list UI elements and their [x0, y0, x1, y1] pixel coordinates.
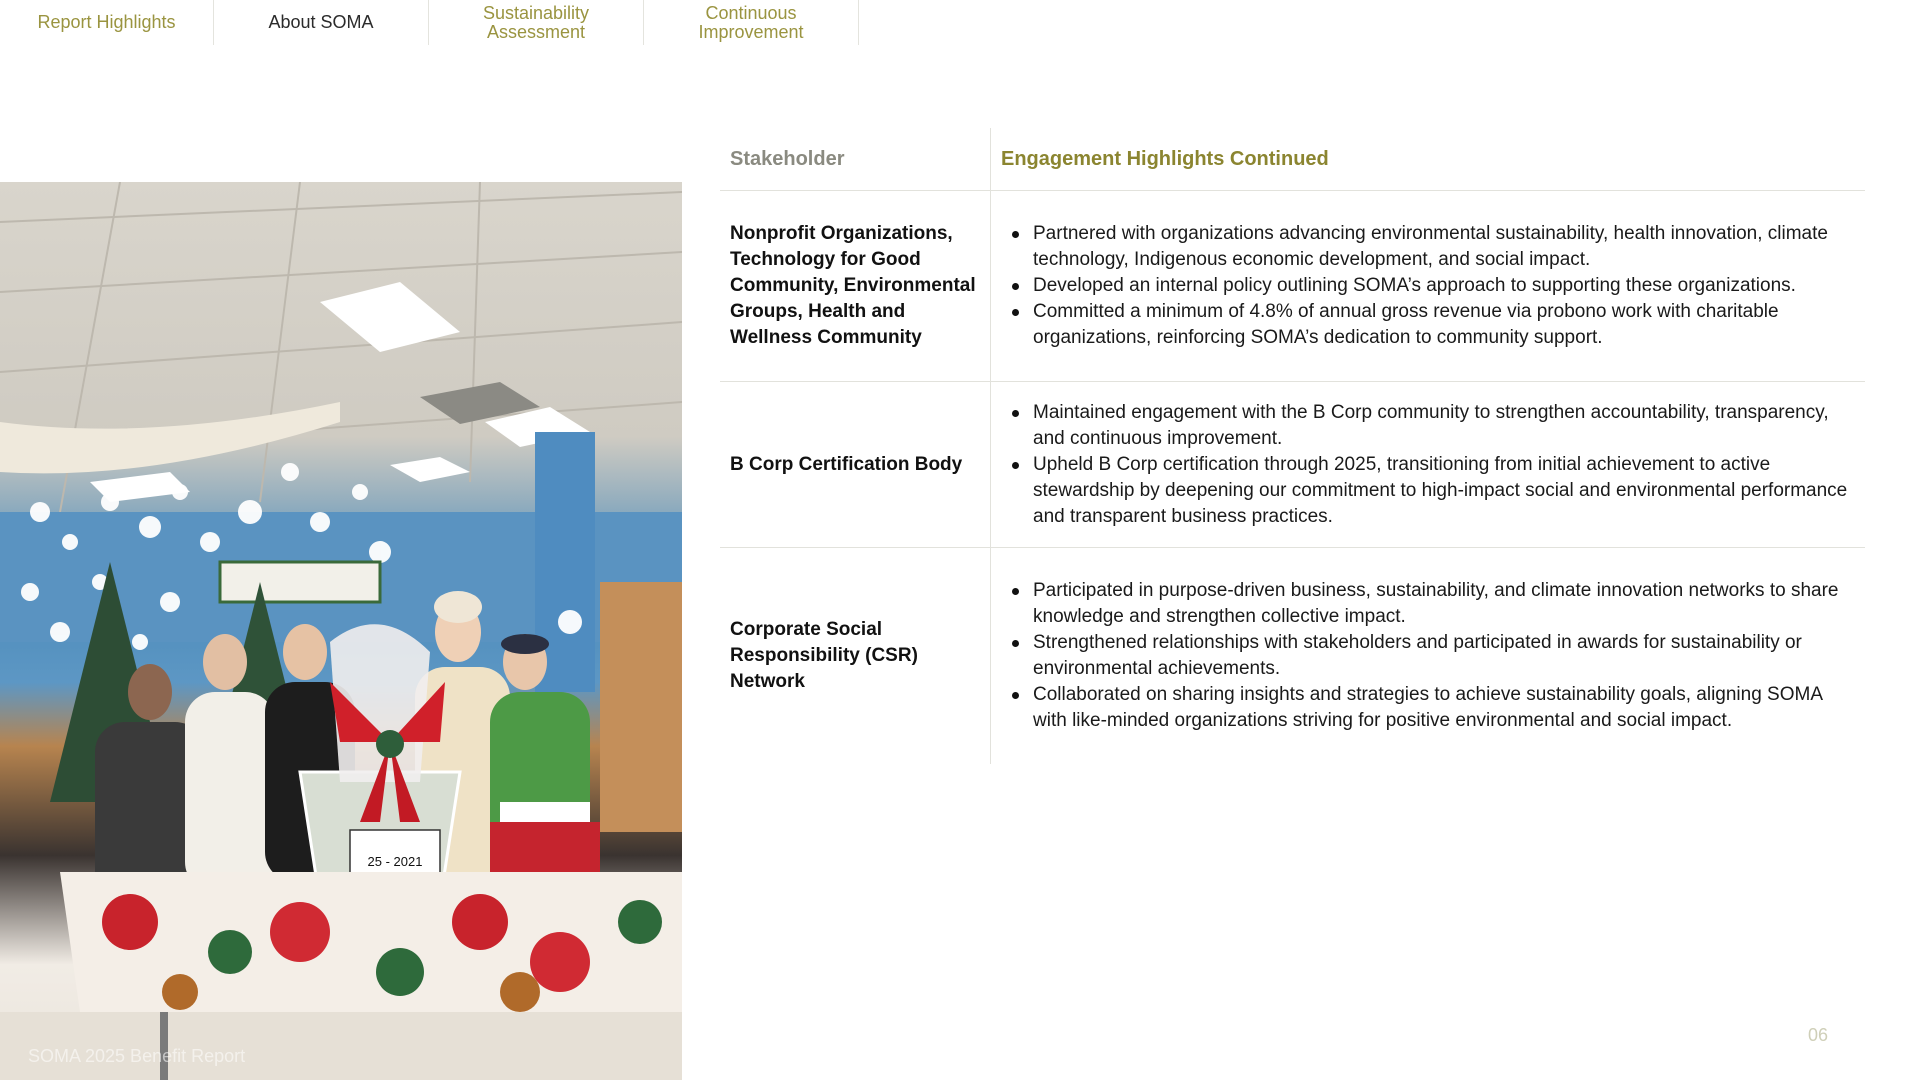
table-header-row [720, 128, 1865, 191]
tab-continuous-improvement[interactable]: Continuous Improvement [644, 0, 859, 45]
engagement-list [1001, 400, 1855, 530]
report-footer-label: SOMA 2025 Benefit Report [28, 1046, 246, 1066]
stakeholder-engagement-table [720, 128, 1865, 764]
list-item: Developed an internal policy outlining SOMA’s approach to supporting these organizations. [1001, 273, 1855, 299]
tab-about-soma[interactable]: About SOMA [214, 0, 429, 45]
basket-label-text: 25 - 2021 [367, 854, 423, 869]
engagement-cell [991, 191, 1865, 381]
engagement-cell [991, 382, 1865, 547]
stakeholder-cell: Corporate Social Responsibility (CSR) Network [720, 548, 991, 764]
stakeholder-cell: Nonprofit Organizations, Technology for Good Community, Environmental Groups, Health and Wellness Community [720, 191, 991, 381]
header-stakeholder: Stakeholder [720, 128, 991, 190]
page-number: 06 [1808, 1025, 1829, 1045]
team-photo-illustration [0, 182, 682, 1080]
table-row [720, 382, 1865, 548]
top-nav [0, 0, 859, 45]
table-row [720, 548, 1865, 764]
list-item: Upheld B Corp certification through 2025, transitioning from initial achievement to active stewardship by deepening our commitment to high-impact social and environmental performance and transparent business practices. [1001, 452, 1855, 530]
engagement-cell [991, 548, 1865, 764]
tab-report-highlights[interactable]: Report Highlights [0, 0, 214, 45]
stakeholder-cell: B Corp Certification Body [720, 382, 991, 547]
list-item: Committed a minimum of 4.8% of annual gross revenue via probono work with charitable organizations, reinforcing SOMA’s dedication to community support. [1001, 299, 1855, 351]
team-photo [0, 182, 682, 1080]
list-item: Collaborated on sharing insights and strategies to achieve sustainability goals, aligning SOMA with like-minded organizations striving for positive environmental and social impact. [1001, 682, 1855, 734]
header-engagement: Engagement Highlights Continued [1001, 148, 1329, 170]
list-item: Participated in purpose-driven business, sustainability, and climate innovation networks to share knowledge and strengthen collective impact. [1001, 578, 1855, 630]
table-row [720, 191, 1865, 382]
engagement-list [1001, 578, 1855, 734]
list-item: Partnered with organizations advancing environmental sustainability, health innovation, climate technology, Indigenous economic development, and social impact. [1001, 221, 1855, 273]
tab-sustainability-assessment[interactable]: Sustainability Assessment [429, 0, 644, 45]
engagement-list [1001, 221, 1855, 351]
list-item: Maintained engagement with the B Corp community to strengthen accountability, transparency, and continuous improvement. [1001, 400, 1855, 452]
list-item: Strengthened relationships with stakeholders and participated in awards for sustainability or environmental achievements. [1001, 630, 1855, 682]
